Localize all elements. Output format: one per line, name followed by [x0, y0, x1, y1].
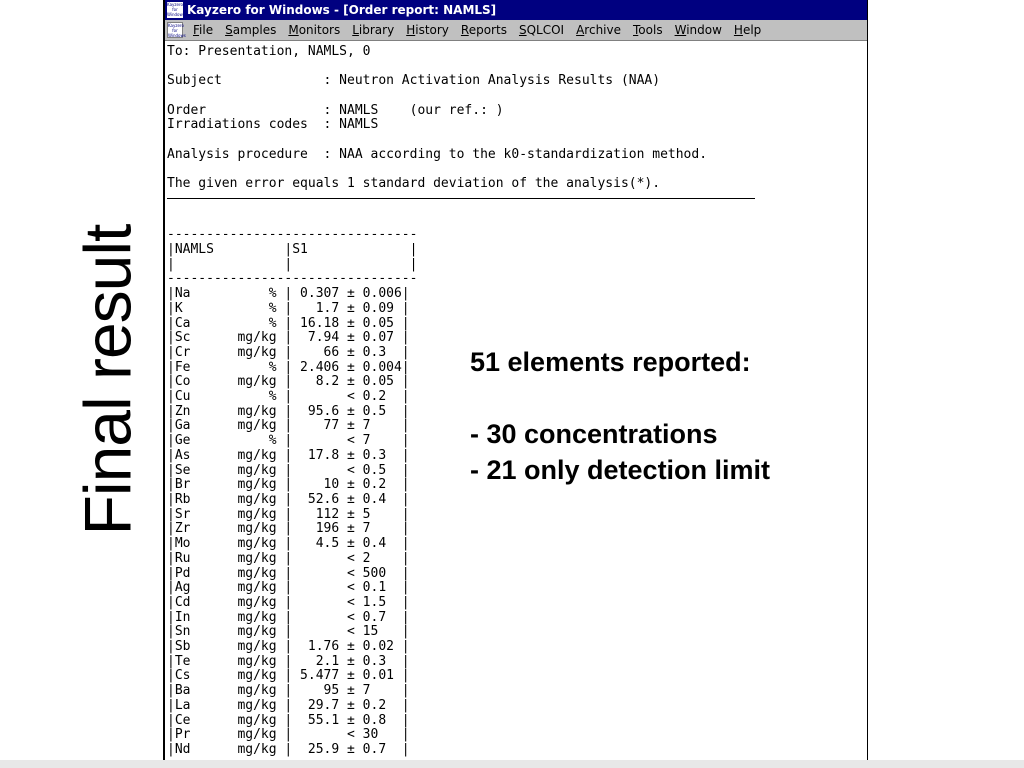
table-row: |Pd mg/kg | < 500 | — [167, 565, 410, 581]
table-row: |Cu % | < 0.2 | — [167, 389, 410, 405]
menu-window[interactable]: Window — [674, 23, 722, 37]
summary-detection-limit: - 21 only detection limit — [470, 455, 771, 485]
table-row: |Cd mg/kg | < 1.5 | — [167, 594, 410, 610]
table-row: |Ga mg/kg | 77 ± 7 | — [167, 418, 410, 434]
menu-file[interactable]: File — [193, 23, 214, 37]
menu-archive[interactable]: Archive — [576, 23, 621, 37]
table-row: |K % | 1.7 ± 0.09 | — [167, 300, 410, 316]
table-row: |La mg/kg | 29.7 ± 0.2 | — [167, 697, 410, 713]
table-row: |Co mg/kg | 8.2 ± 0.05 | — [167, 374, 410, 390]
menu-history[interactable]: History — [406, 23, 449, 37]
menu-samples[interactable]: Samples — [225, 23, 277, 37]
table-row: |As mg/kg | 17.8 ± 0.3 | — [167, 447, 410, 463]
table-row: |Rb mg/kg | 52.6 ± 0.4 | — [167, 492, 410, 507]
table-row: |Te mg/kg | 2.1 ± 0.3 | — [167, 653, 410, 669]
report-order-line: Order : NAMLS (our ref.: ) — [167, 102, 504, 118]
table-row: |Ce mg/kg | 55.1 ± 0.8 | — [167, 712, 410, 728]
table-top-rule: -------------------------------- — [167, 227, 418, 243]
menu-library[interactable]: Library — [352, 23, 395, 37]
table-row: |Mo mg/kg | 4.5 ± 0.4 | — [167, 536, 410, 552]
report-procedure-line: Analysis procedure : NAA according to the k0-standardization method. — [167, 146, 708, 162]
table-row: |Zn mg/kg | 95.6 ± 0.5 | — [167, 403, 410, 419]
table-row: |Fe % | 2.406 ± 0.004| — [167, 359, 410, 375]
window-title: Kayzero for Windows - [Order report: NAMLS] — [187, 3, 497, 17]
table-row: |Cr mg/kg | 66 ± 0.3 | — [167, 344, 410, 360]
table-row: |Zr mg/kg | 196 ± 7 | — [167, 521, 410, 537]
table-mid-rule: -------------------------------- — [167, 271, 418, 287]
table-row: |Ba mg/kg | 95 ± 7 | — [167, 683, 410, 699]
table-row: |Nd mg/kg | 25.9 ± 0.7 | — [167, 741, 410, 757]
menu-tools[interactable]: Tools — [633, 23, 663, 37]
table-row: |Sn mg/kg | < 15 | — [167, 624, 410, 640]
slide-bottom-edge — [0, 760, 1024, 768]
report-subject-line: Subject : Neutron Activation Analysis Results (NAA) — [167, 73, 661, 89]
summary-concentrations: - 30 concentrations — [470, 419, 718, 449]
table-row: |Ca % | 16.18 ± 0.05 | — [167, 315, 410, 331]
menubar — [165, 20, 867, 41]
table-row: |Ge % | < 7 | — [167, 433, 410, 449]
table-row: |Ru mg/kg | < 2 | — [167, 550, 410, 566]
table-row: |Ag mg/kg | < 0.1 | — [167, 580, 410, 596]
table-row: |Na % | 0.307 ± 0.006| — [167, 286, 410, 302]
table-row: |Se mg/kg | < 0.5 | — [167, 462, 410, 478]
side-title-text: Final result — [70, 224, 144, 536]
menu-help[interactable]: Help — [733, 23, 762, 37]
report-irradiation-line: Irradiations codes : NAMLS — [167, 117, 379, 133]
app-icon[interactable]: Kayzero for Windows — [167, 2, 185, 17]
table-row: |Sc mg/kg | 7.94 ± 0.07 | — [167, 330, 410, 346]
summary-headline: 51 elements reported: — [470, 347, 751, 377]
menu-monitors[interactable]: Monitors — [288, 23, 341, 37]
document-icon[interactable]: Kayzero for Windows — [168, 23, 186, 38]
report-to-line: To: Presentation, NAMLS, 0 — [167, 44, 371, 59]
menu-sqlcoi[interactable]: SQLCOI — [518, 23, 565, 37]
table-row: |Sb mg/kg | 1.76 ± 0.02 | — [167, 639, 410, 655]
summary-text — [470, 344, 770, 488]
table-row: |Sr mg/kg | 112 ± 5 | — [167, 506, 410, 522]
table-row: |Br mg/kg | 10 ± 0.2 | — [167, 477, 410, 493]
table-row: |In mg/kg | < 0.7 | — [167, 609, 410, 625]
menu-reports[interactable]: Reports — [460, 23, 507, 37]
table-header-row-2: | | | — [167, 256, 418, 272]
table-row: |Cs mg/kg | 5.477 ± 0.01 | — [167, 668, 410, 684]
slide-side-title — [60, 224, 154, 536]
window-titlebar[interactable] — [165, 0, 867, 20]
table-header-row: |NAMLS |S1 | — [167, 242, 418, 258]
table-row: |Pr mg/kg | < 30 | — [167, 727, 410, 743]
report-error-line: The given error equals 1 standard deviation of the analysis(*). — [167, 176, 661, 192]
